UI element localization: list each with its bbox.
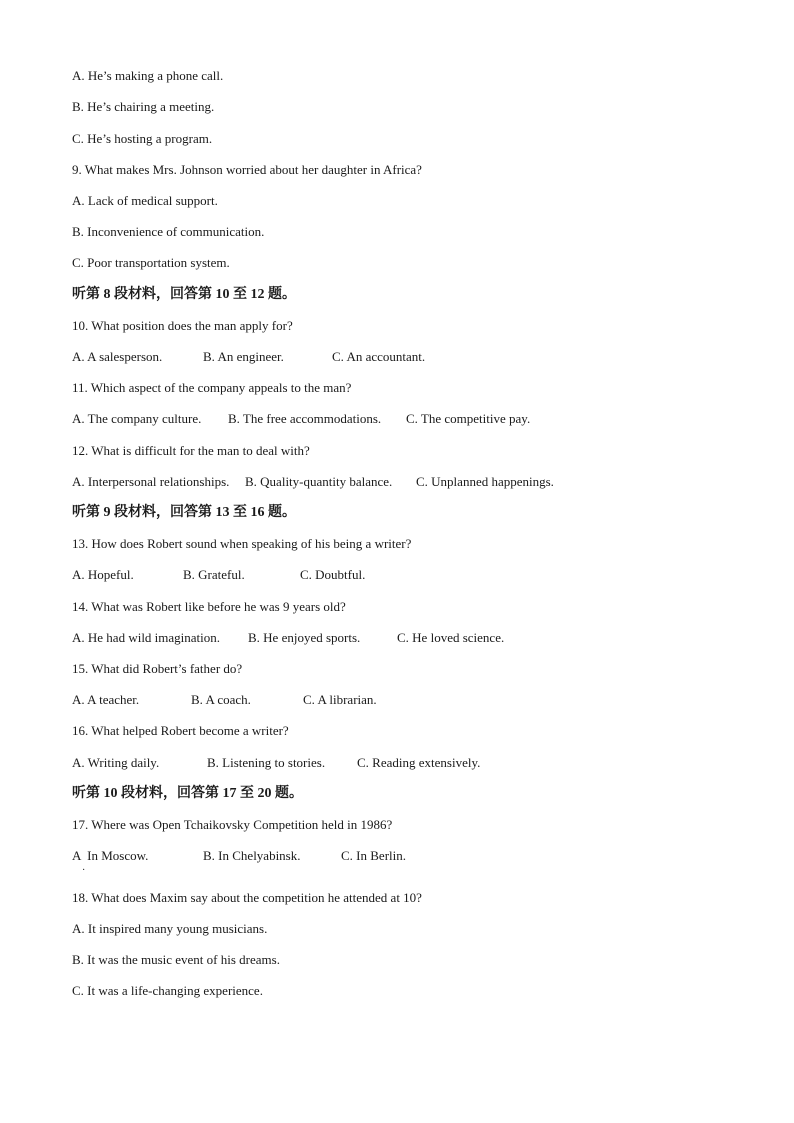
option-9b: B. Inconvenience of communication.: [72, 224, 265, 239]
section-heading-8: 听第 8 段材料，回答第 10 至 12 题。: [72, 287, 296, 302]
option-13b: B. Grateful.: [183, 567, 245, 582]
option-14a: A. He had wild imagination.: [72, 630, 221, 645]
section-heading-10: 听第 10 段材料，回答第 17 至 20 题。: [72, 786, 303, 801]
option-14b: B. He enjoyed sports.: [248, 630, 361, 645]
option-8c: C. He’s hosting a program.: [72, 131, 213, 146]
question-10: 10. What position does the man apply for?: [72, 318, 293, 333]
option-17a: A In Moscow.: [72, 848, 149, 863]
question-14: 14. What was Robert like before he was 9 years old?: [72, 599, 346, 614]
option-18a: A. It inspired many young musicians.: [72, 921, 268, 936]
question-12: 12. What is difficult for the man to deal with?: [72, 443, 310, 458]
option-15a: A. A teacher.: [72, 692, 140, 707]
option-16c: C. Reading extensively.: [357, 755, 481, 770]
question-11: 11. Which aspect of the company appeals to the man?: [72, 380, 352, 395]
option-17b: B. In Chelyabinsk.: [203, 848, 301, 863]
option-13c: C. Doubtful.: [300, 567, 366, 582]
option-15c: C. A librarian.: [303, 692, 377, 707]
option-15b: B. A coach.: [191, 692, 251, 707]
question-18: 18. What does Maxim say about the competition he attended at 10?: [72, 890, 422, 905]
question-15: 15. What did Robert’s father do?: [72, 661, 243, 676]
option-9a: A. Lack of medical support.: [72, 193, 218, 208]
option-10a: A. A salesperson.: [72, 349, 163, 364]
option-13a: A. Hopeful.: [72, 567, 134, 582]
option-8a: A. He’s making a phone call.: [72, 68, 224, 83]
option-11a: A. The company culture.: [72, 411, 202, 426]
question-13: 13. How does Robert sound when speaking of his being a writer?: [72, 536, 412, 551]
section-heading-9: 听第 9 段材料，回答第 13 至 16 题。: [72, 505, 296, 520]
option-16a: A. Writing daily.: [72, 755, 160, 770]
stray-dot-mark: ·: [82, 865, 86, 876]
option-17c: C. In Berlin.: [341, 848, 406, 863]
option-11c: C. The competitive pay.: [406, 411, 531, 426]
option-12c: C. Unplanned happenings.: [416, 474, 554, 489]
option-14c: C. He loved science.: [397, 630, 505, 645]
question-16: 16. What helped Robert become a writer?: [72, 723, 289, 738]
option-12b: B. Quality-quantity balance.: [245, 474, 393, 489]
option-10b: B. An engineer.: [203, 349, 284, 364]
option-11b: B. The free accommodations.: [228, 411, 382, 426]
option-18b: B. It was the music event of his dreams.: [72, 952, 280, 967]
option-9c: C. Poor transportation system.: [72, 255, 230, 270]
question-17: 17. Where was Open Tchaikovsky Competition held in 1986?: [72, 817, 393, 832]
option-10c: C. An accountant.: [332, 349, 426, 364]
option-8b: B. He’s chairing a meeting.: [72, 99, 215, 114]
option-12a: A. Interpersonal relationships.: [72, 474, 230, 489]
question-9: 9. What makes Mrs. Johnson worried about her daughter in Africa?: [72, 162, 422, 177]
option-18c: C. It was a life-changing experience.: [72, 983, 263, 998]
option-16b: B. Listening to stories.: [207, 755, 326, 770]
